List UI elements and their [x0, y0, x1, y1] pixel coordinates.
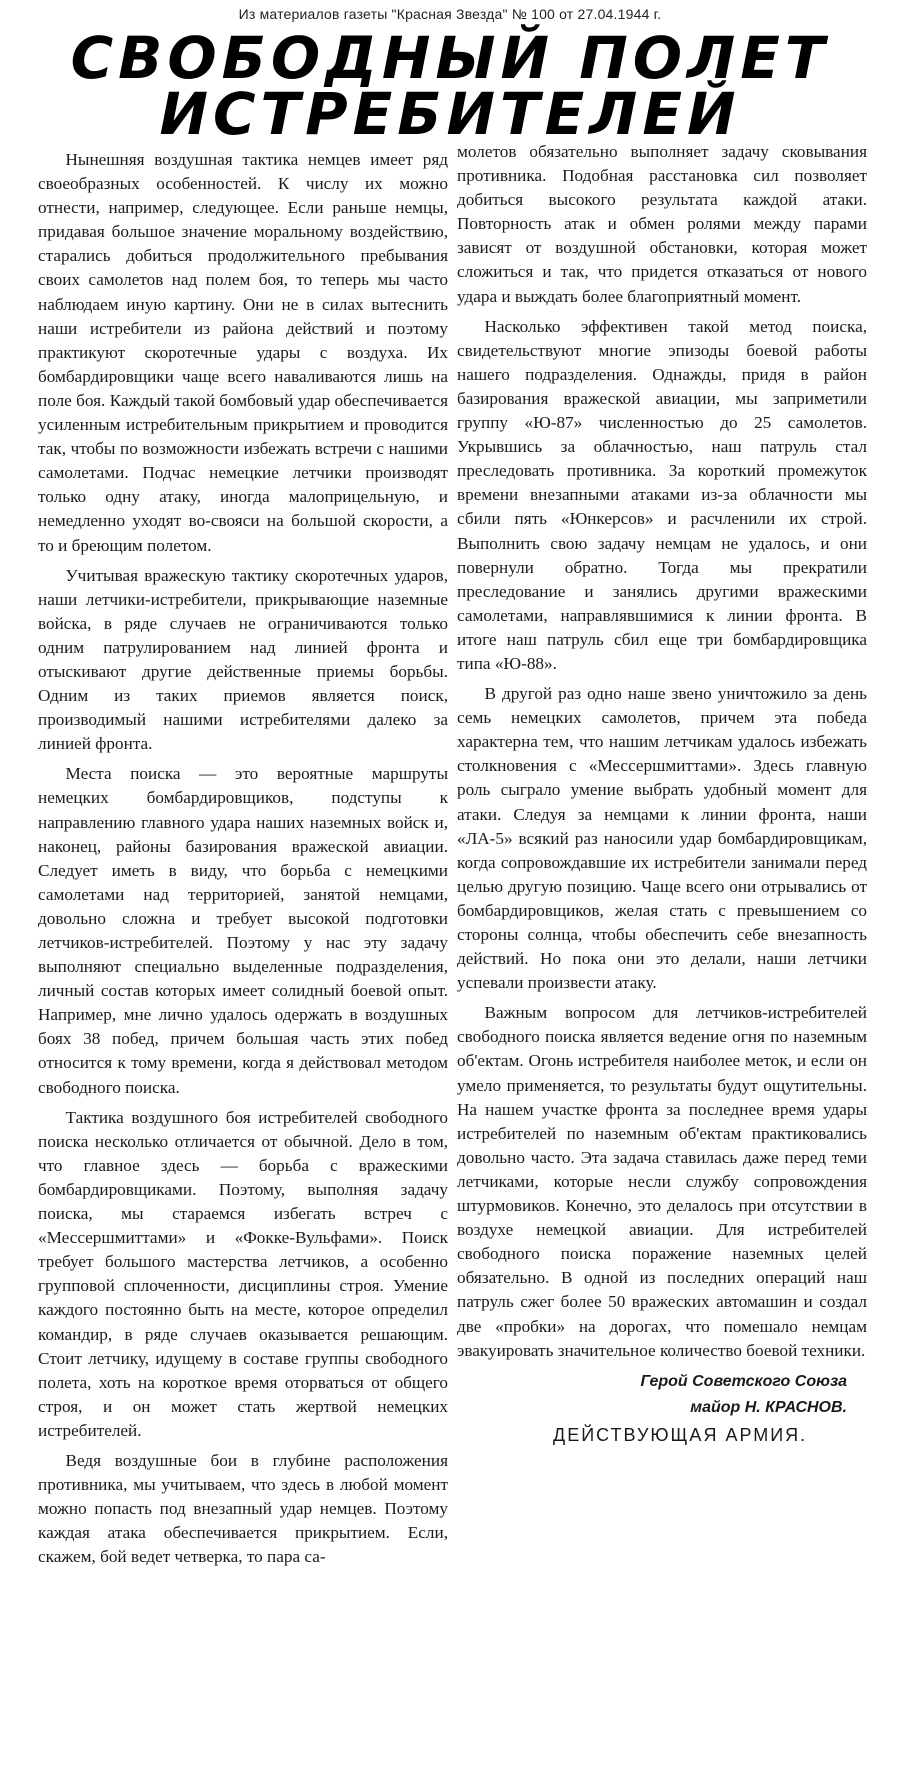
author-unit: ДЕЙСТВУЮЩАЯ АРМИЯ. — [553, 1424, 808, 1445]
source-line: Из материалов газеты "Красная Звезда" № 100 от 27.04.1944 г. — [238, 6, 662, 22]
paragraph: молетов обязательно выполняет задачу сковывания противника. Подобная расстановка сил позволяет добиться высокого результата каждой атаки. Повторность атак и обмен ролями между парами зависят от воздушной обстановки, которая может сложиться и так, что придется отказаться от нового удара и выждать более благоприятный момент. — [457, 142, 867, 306]
paragraph: Ведя воздушные бои в глубине расположения противника, мы учитываем, что здесь в любой момент можно попасть под внезапный удар немцев. Поэтому каждая атака обеспечивается прикрытием. Если, скажем, бой ведет четверка, то пара са- — [38, 1450, 448, 1567]
paragraph: Нынешняя воздушная тактика немцев имеет ряд своеобразных особенностей. К числу их можно отнести, например, следующее. Если раньше немцы, придавая большое значение моральному воздействию, старались добиться продолжительного пребывания своих самолетов над полем боя, то теперь мы часто наблюдаем иную картину. Они не в силах вытеснить наши истребители из района действий и поэтому практикуют скоротечные удары с воздуха. Их бомбардировщики чаще всего наваливаются лишь на поле боя. Каждый такой бомбовый удар обеспечивается усиленным истребительным прикрытием и проводится так, чтобы по возможности избежать встречи с нашими самолетами. Подчас немецкие летчики производят только одну атаку, иногда малоприцельную, и немедленно уходят во-свояси на большой скорости, а то и бреющим полетом. — [38, 150, 448, 555]
paragraph: Места поиска — это вероятные маршруты немецких бомбардировщиков, подступы к направлению главного удара наших наземных войск и, наконец, районы базирования вражеской авиации. Следует иметь в виду, что борьба с немецкими самолетами над территорией, занятой немцами, довольно сложна и требует высокой подготовки летчиков-истребителей. Поэтому у нас эту задачу выполняют специально выделенные подразделения, личный состав которых имеет солидный боевой опыт. Например, мне лично удалось одержать в воздушных боях 38 побед, причем большая часть этих побед относится к тому времени, когда я действовал методом свободного поиска. — [38, 764, 448, 1097]
headline-line-2: ИСТРЕБИТЕЛЕЙ — [159, 80, 741, 148]
author-title: Герой Советского Союза — [640, 1372, 847, 1390]
paragraph: В другой раз одно наше звено уничтожило за день семь немецких самолетов, причем эта победа характерна тем, что нашим летчикам удалось избежать столкновения с «Мессершмиттами». Здесь главную роль сыграло умение выбрать удобный момент для атаки. Следуя за немцами к линии фронта, наши «ЛА-5» всякий раз наносили удар бомбардировщикам, когда сопровождавшие их истребители занимали перед целью другую позицию. Чаще всего они отрывались от бомбардировщиков, желая стать с превышением со стороны солнца, чтобы обеспечить себе внезапность действий. Но пока они это делали, наши летчики успевали произвести атаку. — [457, 684, 867, 993]
left-column — [38, 148, 448, 1575]
headline-line-1: СВОБОДНЫЙ ПОЛЕТ — [70, 24, 830, 92]
paragraph: Насколько эффективен такой метод поиска, свидетельствуют многие эпизоды боевой работы нашего подразделения. Однажды, придя в район базирования вражеской авиации, мы заприметили группу «Ю-87» численностью до 25 самолетов. Укрывшись за облачностью, наш патруль стал преследовать противника. За короткий промежуток времени внезапными атаками из-за облачности мы сбили пять «Юнкерсов» и расчленили их строй. Выполнить свою задачу немцам не удалось, и они повернули обратно. Тогда мы прекратили преследование и занялись другими вражескими самолетами, направлявшимися к линии фронта. В итоге наш патруль сбил еще три бомбардировщика типа «Ю-88». — [457, 316, 867, 673]
paragraph: Важным вопросом для летчиков-истребителей свободного поиска является ведение огня по наземным об'ектам. Огонь истребителя наиболее меток, и если он умело применяется, то результаты будут ощутительны. На нашем участке фронта за последнее время удары истребителей по наземным об'ектам практиковались довольно часто. Эта задача ставилась даже перед теми летчиками, которые несли службу сопровождения штурмовиков. Конечно, это делалось при отсутствии в воздухе немецкой авиации. Для истребителей свободного поиска поражение наземных целей обязательно. В одной из последних операций наш патруль сжег более 50 вражеских автомашин и создал две «пробки» на дорогах, что помешало немцам эвакуировать значительное количество боевой техники. — [457, 1003, 867, 1360]
paragraph: Учитывая вражескую тактику скоротечных ударов, наши летчики-истребители, прикрывающие наземные войска, в ряде случаев не ограничиваются только одним патрулированием над линией фронта и отыскивают другие действенные приемы борьбы. Одним из таких приемов является поиск, производимый нашими истребителями далеко за линией фронта. — [38, 565, 448, 754]
author-rank-name: майор Н. КРАСНОВ. — [690, 1398, 847, 1416]
author-signature — [457, 1369, 867, 1421]
right-column — [457, 140, 867, 1447]
article-headline — [40, 24, 860, 148]
paragraph: Тактика воздушного боя истребителей свободного поиска несколько отличается от обычной. Дело в том, что главное здесь — борьба с вражескими бомбардировщиками. Поэтому, выполняя задачу поиска, мы стараемся избегать встреч с «Мессершмиттами» и «Фокке-Вульфами». Поиск требует большого мастерства летчиков, а особенно групповой сплоченности, дисциплины строя. Умение каждого постоянно быть на месте, которое определил командир, в ряде случаев оказывается решающим. Стоит летчику, идущему в составе группы свободного полета, хоть на короткое время оторваться от общего строя, и он может стать жертвой немецких истребителей. — [38, 1107, 448, 1440]
